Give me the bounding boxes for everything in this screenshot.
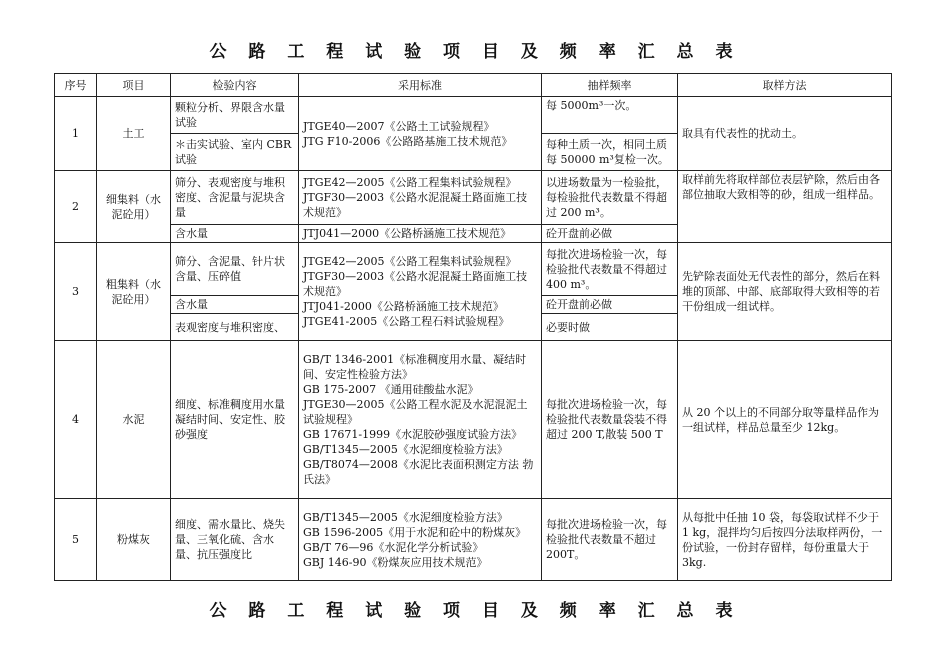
row-no: 4 [55, 341, 97, 499]
row-frequency: 必要时做 [542, 314, 678, 341]
row-standard: JTGE40—2007《公路土工试验规程》 JTG F10-2006《公路路基施工技术规范》 [299, 97, 542, 171]
row-frequency: 砼开盘前必做 [542, 296, 678, 314]
row-standard: JTJ041—2000《公路桥涵施工技术规范》 [299, 225, 542, 243]
table-row [55, 341, 892, 499]
row-no: 3 [55, 243, 97, 341]
row-frequency: 每批次进场检验一次，每检验批代表数量袋装不得超过 200 T,散装 500 T [542, 341, 678, 499]
row-content: ＊击实试验、室内 CBR 试验 [171, 134, 299, 171]
row-item: 粉煤灰 [97, 499, 171, 581]
row-frequency: 砼开盘前必做 [542, 225, 678, 243]
row-no: 5 [55, 499, 97, 581]
row-no: 1 [55, 97, 97, 171]
row-content: 筛分、含泥量、针片状含量、压碎值 [171, 243, 299, 296]
row-method: 取具有代表性的扰动土。 [678, 97, 892, 171]
row-content: 表观密度与堆积密度、 [171, 314, 299, 341]
row-item: 水泥 [97, 341, 171, 499]
footer-title: 公 路 工 程 试 验 项 目 及 频 率 汇 总 表 [209, 601, 741, 621]
row-frequency: 每种土质一次，相同土质每 50000 m³复检一次。 [542, 134, 678, 171]
row-standard: GB/T 1346-2001《标准稠度用水量、凝结时间、安定性检验方法》 GB 175-2007 《通用硅酸盐水泥》 JTGE30—2005《公路工程水泥及水泥混泥土试验规程》 GB 17671-1999《水泥胶砂强度试验方法》 GB/T1345—2005《水泥细度检验方法》 GB/T8074—2008《水泥比表面积测定方法 勃氏法》 [299, 341, 542, 499]
header-item: 项目 [97, 74, 171, 97]
row-frequency: 以进场数量为一检验批，每检验批代表数量不得超过 200 m³。 [542, 171, 678, 225]
row-method: 取样前先将取样部位表层铲除，然后由各部位抽取大致相等的砂，组成一组样品。 [678, 171, 892, 243]
table-row [55, 243, 892, 296]
row-content: 颗粒分析、界限含水量试验 [171, 97, 299, 134]
row-item: 土工 [97, 97, 171, 171]
row-standard: GB/T1345—2005《水泥细度检验方法》 GB 1596-2005《用于水泥和砼中的粉煤灰》 GB/T 76—96《水泥化学分析试验》 GBJ 146-90《粉煤灰应用技术规范》 [299, 499, 542, 581]
row-content: 筛分、表观密度与堆积密度、含泥量与泥块含量 [171, 171, 299, 225]
row-frequency: 每 5000m³一次。 [542, 97, 678, 134]
row-standard: JTGE42—2005《公路工程集料试验规程》 JTGF30—2003《公路水泥混凝土路面施工技术规范》 [299, 171, 542, 225]
row-method: 从 20 个以上的不同部分取等量样品作为一组试样，样品总量至少 12kg。 [678, 341, 892, 499]
test-frequency-table [54, 73, 892, 581]
row-no: 2 [55, 171, 97, 243]
row-content: 细度、需水量比、烧失量、三氧化硫、含水量、抗压强度比 [171, 499, 299, 581]
page-title: 公 路 工 程 试 验 项 目 及 频 率 汇 总 表 [209, 42, 741, 62]
header-method: 取样方法 [678, 74, 892, 97]
row-content: 细度、标准稠度用水量凝结时间、安定性、胶砂强度 [171, 341, 299, 499]
header-content: 检验内容 [171, 74, 299, 97]
header-standard: 采用标准 [299, 74, 542, 97]
row-content: 含水量 [171, 296, 299, 314]
row-frequency: 每批次进场检验一次，每检验批代表数量不得超过 400 m³。 [542, 243, 678, 296]
header-row [55, 74, 892, 97]
row-item: 细集料（水泥砼用） [97, 171, 171, 243]
table-row [55, 171, 892, 225]
table-row [55, 499, 892, 581]
row-item: 粗集料（水泥砼用） [97, 243, 171, 341]
row-content: 含水量 [171, 225, 299, 243]
row-standard: JTGE42—2005《公路工程集料试验规程》 JTGF30—2003《公路水泥混凝土路面施工技术规范》 JTJ041-2000《公路桥涵施工技术规范》 JTGE41-2005《公路工程石料试验规程》 [299, 243, 542, 341]
header-no: 序号 [55, 74, 97, 97]
table-row [55, 97, 892, 134]
header-frequency: 抽样频率 [542, 74, 678, 97]
row-frequency: 每批次进场检验一次，每检验批代表数量不超过 200T。 [542, 499, 678, 581]
row-method: 从每批中任抽 10 袋，每袋取试样不少于 1 kg，混拌均匀后按四分法取样两份，一份试验，一份封存留样，每份重量大于 3kg. [678, 499, 892, 581]
row-method: 先铲除表面处无代表性的部分，然后在料堆的顶部、中部、底部取得大致相等的若干份组成一组试样。 [678, 243, 892, 341]
